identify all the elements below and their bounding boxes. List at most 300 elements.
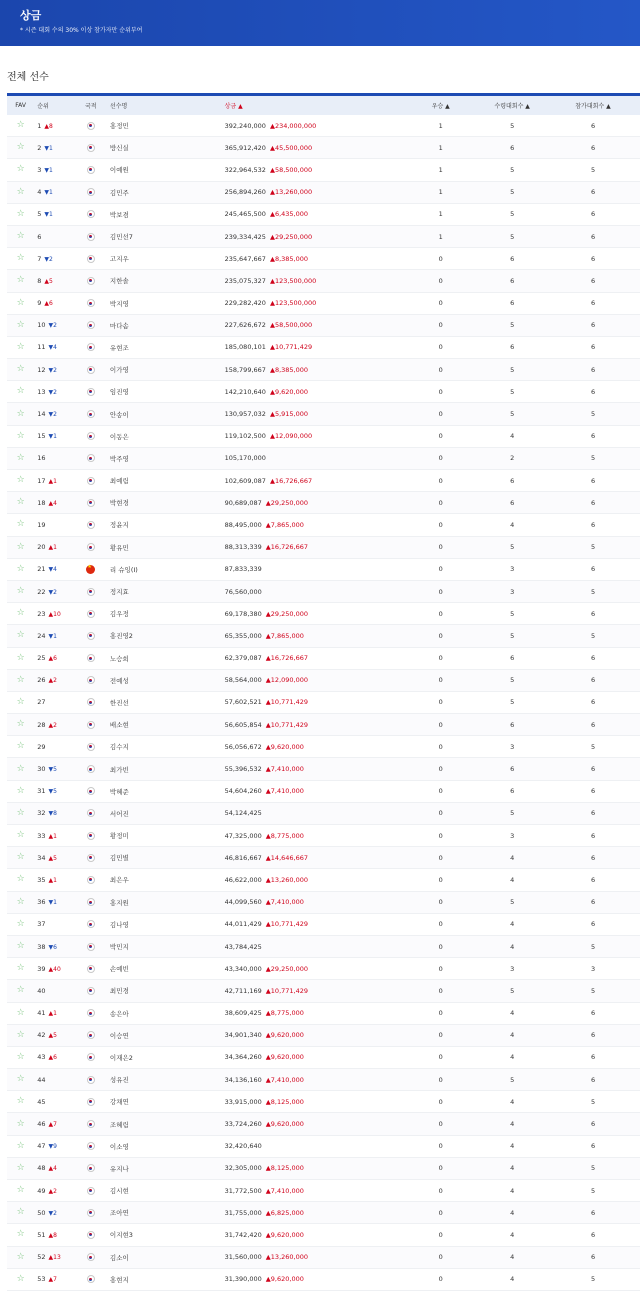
player-name-link[interactable]: 이재은2: [109, 1053, 133, 1062]
favorite-toggle[interactable]: [7, 210, 34, 219]
prize-increase: [266, 1164, 304, 1172]
wins-cell: 1: [438, 232, 443, 241]
cuts-cell: 6: [510, 720, 515, 729]
rank-cell: [34, 965, 76, 973]
player-name-link[interactable]: 최가빈: [109, 765, 129, 774]
played-cell: 6: [590, 809, 596, 818]
rank-down-indicator: [49, 788, 57, 795]
table-row: [7, 204, 640, 226]
korea-flag-icon: [87, 543, 95, 551]
player-name-link[interactable]: 정윤지: [109, 521, 129, 530]
favorite-toggle[interactable]: [7, 720, 34, 729]
player-name-link[interactable]: 박민지: [109, 943, 129, 952]
star-icon[interactable]: ☆: [16, 208, 25, 219]
favorite-toggle[interactable]: [7, 143, 34, 152]
nation-cell: [77, 1209, 105, 1217]
star-icon[interactable]: ☆: [16, 674, 25, 685]
rank-down-indicator: [49, 433, 57, 440]
favorite-toggle[interactable]: [7, 165, 34, 174]
rank-cell: [34, 787, 76, 795]
arrow-up-icon: ▲: [265, 1009, 271, 1018]
favorite-toggle[interactable]: [7, 121, 34, 130]
star-icon[interactable]: ☆: [16, 1051, 25, 1062]
favorite-toggle[interactable]: [7, 765, 34, 774]
player-name-link[interactable]: 김민주: [109, 188, 129, 197]
player-name-link[interactable]: 홍현지: [109, 1275, 129, 1284]
prize-cell: [225, 366, 404, 374]
player-name-link[interactable]: 박현경: [109, 499, 129, 508]
star-icon[interactable]: ☆: [16, 186, 25, 197]
favorite-toggle[interactable]: [7, 787, 34, 796]
star-icon[interactable]: ☆: [16, 963, 25, 974]
player-name-link[interactable]: 손예빈: [109, 965, 129, 974]
cuts-cell: 3: [510, 742, 515, 751]
prize-amount: 88,495,000: [224, 520, 262, 529]
favorite-toggle[interactable]: [7, 875, 34, 884]
wins-cell: 0: [438, 1142, 443, 1151]
prize-increase-value: 9,620,000: [274, 387, 309, 396]
arrow-up-icon: ▲: [48, 1187, 54, 1195]
player-name-link[interactable]: 마다솜: [109, 321, 129, 330]
favorite-toggle[interactable]: [7, 343, 34, 352]
cuts-cell: 4: [510, 875, 515, 884]
prize-increase-value: 14,646,667: [270, 853, 309, 862]
star-icon[interactable]: ☆: [16, 1074, 25, 1085]
table-row: [7, 803, 640, 825]
player-name-link[interactable]: 황유민: [109, 543, 129, 552]
nation-cell: [77, 1275, 105, 1283]
star-icon[interactable]: ☆: [16, 763, 25, 774]
favorite-toggle[interactable]: [7, 454, 34, 463]
rank-cell: [34, 1120, 76, 1128]
table-row: [7, 869, 640, 891]
prize-cell: [225, 832, 404, 840]
wins-cell: 0: [438, 1120, 443, 1129]
rank-number: 10: [37, 321, 46, 330]
player-name-link[interactable]: 성유진: [109, 1076, 129, 1085]
arrow-up-icon: ▲: [48, 1276, 54, 1284]
col-wins-sort[interactable]: 우승 ▲: [431, 103, 450, 110]
played-cell: 6: [590, 432, 596, 441]
star-icon[interactable]: ☆: [16, 1273, 25, 1284]
star-icon[interactable]: ☆: [16, 1096, 25, 1107]
nation-cell: [77, 255, 105, 263]
prize-increase: [270, 366, 308, 374]
star-icon[interactable]: ☆: [16, 120, 25, 131]
table-row: [7, 248, 640, 270]
star-icon[interactable]: ☆: [16, 830, 25, 841]
played-cell: 5: [590, 942, 596, 951]
player-name-link[interactable]: 황정미: [109, 832, 129, 841]
star-icon[interactable]: ☆: [16, 275, 25, 286]
wins-cell: 0: [438, 720, 443, 729]
nation-cell: [77, 676, 105, 684]
prize-cell: [225, 565, 404, 573]
player-name-link[interactable]: 유지나: [109, 1164, 129, 1173]
rank-down-indicator: [49, 766, 57, 773]
rank-cell: [34, 122, 76, 130]
prize-cell: [225, 787, 404, 795]
nation-cell: [77, 1053, 105, 1061]
player-name-link[interactable]: 박보겸: [109, 210, 129, 219]
star-icon[interactable]: ☆: [16, 1251, 25, 1262]
prize-increase-value: 16,726,667: [270, 543, 309, 552]
rank-down-indicator: [49, 810, 57, 817]
prize-amount: 256,894,260: [224, 188, 266, 197]
cuts-cell: 3: [510, 587, 515, 596]
played-cell: 5: [590, 587, 596, 596]
rank-cell: [34, 632, 76, 640]
star-icon[interactable]: ☆: [16, 1118, 25, 1129]
star-icon[interactable]: ☆: [16, 941, 25, 952]
favorite-toggle[interactable]: [7, 276, 34, 285]
rank-up-indicator: [49, 677, 57, 684]
player-name-link[interactable]: 한진선: [109, 698, 129, 707]
arrow-up-icon: ▲: [265, 1208, 271, 1217]
favorite-toggle[interactable]: [7, 1230, 34, 1239]
prize-cell: [225, 166, 404, 174]
star-icon[interactable]: ☆: [16, 985, 25, 996]
rank-number: 15: [37, 432, 46, 441]
col-nation: 국적: [85, 103, 97, 110]
star-icon[interactable]: ☆: [16, 541, 25, 552]
player-name-link[interactable]: 최민경: [109, 987, 129, 996]
korea-flag-icon: [87, 432, 95, 440]
col-cuts-sort[interactable]: 수령대회수 ▲: [494, 103, 530, 110]
favorite-toggle[interactable]: [7, 476, 34, 485]
star-icon[interactable]: ☆: [16, 1229, 25, 1240]
arrow-down-icon: ▼: [44, 189, 50, 197]
favorite-toggle[interactable]: [7, 1164, 34, 1173]
star-icon[interactable]: ☆: [16, 430, 25, 441]
played-cell: 5: [590, 1164, 596, 1173]
favorite-toggle[interactable]: [7, 1142, 34, 1151]
star-icon[interactable]: ☆: [16, 452, 25, 463]
prize-cell: [225, 743, 404, 751]
rank-change: 1: [49, 211, 53, 219]
prize-increase: [266, 632, 304, 640]
prize-increase-value: 10,771,429: [270, 720, 309, 729]
wins-cell: 0: [438, 631, 443, 640]
table-row: [7, 1136, 640, 1158]
favorite-toggle[interactable]: [7, 1097, 34, 1106]
favorite-toggle[interactable]: [7, 1031, 34, 1040]
star-icon[interactable]: ☆: [16, 1207, 25, 1218]
cuts-cell: 5: [510, 698, 515, 707]
star-icon[interactable]: ☆: [16, 896, 25, 907]
rank-up-indicator: [49, 544, 57, 551]
arrow-up-icon: ▲: [269, 343, 275, 352]
star-icon[interactable]: ☆: [16, 1185, 25, 1196]
played-cell: 6: [590, 498, 596, 507]
rank-number: 23: [37, 609, 46, 618]
favorite-toggle[interactable]: [7, 831, 34, 840]
star-icon[interactable]: ☆: [16, 608, 25, 619]
favorite-toggle[interactable]: [7, 964, 34, 973]
star-icon[interactable]: ☆: [16, 563, 25, 574]
star-icon[interactable]: ☆: [16, 142, 25, 153]
player-name-link[interactable]: 정지효: [109, 588, 129, 597]
arrow-up-icon: ▲: [269, 276, 275, 285]
prize-cell: [225, 277, 404, 285]
favorite-toggle[interactable]: [7, 986, 34, 995]
prize-amount: 44,011,429: [224, 920, 262, 929]
favorite-toggle[interactable]: [7, 587, 34, 596]
favorite-toggle[interactable]: [7, 698, 34, 707]
prize-cell: [225, 1275, 404, 1283]
arrow-up-icon: ▲: [269, 476, 275, 485]
player-name-link[interactable]: 강채연: [109, 1098, 129, 1107]
rank-number: 24: [37, 631, 46, 640]
player-name-link[interactable]: 이지현3: [109, 1231, 133, 1240]
player-name-link[interactable]: 홍지원: [109, 898, 129, 907]
prize-increase-value: 9,620,000: [270, 1053, 304, 1062]
star-icon[interactable]: ☆: [16, 475, 25, 486]
prize-amount: 130,957,032: [224, 410, 266, 419]
arrow-up-icon: ▲: [265, 654, 271, 663]
star-icon[interactable]: ☆: [16, 1007, 25, 1018]
prize-cell: [225, 1098, 404, 1106]
favorite-toggle[interactable]: [7, 498, 34, 507]
star-icon[interactable]: ☆: [16, 297, 25, 308]
favorite-toggle[interactable]: [7, 1253, 34, 1262]
favorite-toggle[interactable]: [7, 520, 34, 529]
col-prize-sort[interactable]: 상금 ▲: [224, 103, 243, 110]
star-icon[interactable]: ☆: [16, 408, 25, 419]
arrow-up-icon: ▲: [269, 321, 275, 330]
favorite-toggle[interactable]: [7, 365, 34, 374]
player-name-link[interactable]: 김민별: [109, 854, 129, 863]
player-name-link[interactable]: 고지우: [109, 255, 129, 264]
arrow-up-icon: ▲: [48, 1165, 54, 1173]
played-cell: 6: [590, 720, 596, 729]
prize-amount: 105,170,000: [224, 454, 266, 463]
star-icon[interactable]: ☆: [16, 652, 25, 663]
player-name-link[interactable]: 홍진영2: [109, 632, 133, 641]
star-icon[interactable]: ☆: [16, 1140, 25, 1151]
player-name-link[interactable]: 박혜준: [109, 787, 129, 796]
favorite-toggle[interactable]: [7, 942, 34, 951]
star-icon[interactable]: ☆: [16, 341, 25, 352]
player-name-link[interactable]: 박지영: [109, 299, 129, 308]
prize-amount: 142,210,640: [224, 387, 266, 396]
rank-down-indicator: [49, 633, 57, 640]
player-name-link[interactable]: 리 슈잉(I): [109, 565, 138, 574]
star-icon[interactable]: ☆: [16, 785, 25, 796]
prize-cell: [225, 632, 404, 640]
player-name-link[interactable]: 안송이: [109, 410, 129, 419]
player-name-link[interactable]: 이가영: [109, 366, 129, 375]
star-icon[interactable]: ☆: [16, 164, 25, 175]
korea-flag-icon: [87, 1164, 95, 1172]
player-name-link[interactable]: 조아연: [109, 1209, 129, 1218]
korea-flag-icon: [87, 1076, 95, 1084]
favorite-toggle[interactable]: [7, 809, 34, 818]
favorite-toggle[interactable]: [7, 920, 34, 929]
player-name-link[interactable]: 송은아: [109, 1009, 129, 1018]
star-icon[interactable]: ☆: [16, 497, 25, 508]
favorite-toggle[interactable]: [7, 387, 34, 396]
favorite-toggle[interactable]: [7, 188, 34, 197]
prize-cell: [225, 343, 404, 351]
favorite-toggle[interactable]: [7, 1009, 34, 1018]
table-row: [7, 603, 640, 625]
wins-cell: 1: [438, 188, 443, 197]
favorite-toggle[interactable]: [7, 1075, 34, 1084]
star-icon[interactable]: ☆: [16, 630, 25, 641]
section-title: 전체 선수: [7, 72, 49, 83]
col-played-sort[interactable]: 참가대회수 ▲: [575, 103, 611, 110]
player-name-link[interactable]: 이승연: [109, 1031, 129, 1040]
arrow-up-icon: ▲: [265, 1230, 271, 1239]
prize-amount: 239,334,425: [224, 232, 266, 241]
favorite-toggle[interactable]: [7, 254, 34, 263]
star-icon[interactable]: ☆: [16, 319, 25, 330]
rank-down-indicator: [49, 344, 57, 351]
rank-change: 6: [49, 300, 53, 308]
favorite-toggle[interactable]: [7, 898, 34, 907]
rank-up-indicator: [49, 855, 57, 862]
star-icon[interactable]: ☆: [16, 386, 25, 397]
favorite-toggle[interactable]: [7, 1120, 34, 1129]
star-icon[interactable]: ☆: [16, 918, 25, 929]
favorite-toggle[interactable]: [7, 1186, 34, 1195]
favorite-toggle[interactable]: [7, 853, 34, 862]
player-name-link[interactable]: 노승희: [109, 654, 129, 663]
player-name-link[interactable]: 이소영: [109, 1142, 129, 1151]
star-icon[interactable]: ☆: [16, 719, 25, 730]
rank-cell: [34, 721, 76, 729]
arrow-down-icon: ▼: [44, 166, 50, 174]
player-name-link[interactable]: 김시현: [109, 1187, 129, 1196]
star-icon[interactable]: ☆: [16, 519, 25, 530]
col-fav: FAV: [15, 102, 26, 109]
prize-increase-value: 29,250,000: [270, 609, 309, 618]
china-flag-icon: [86, 565, 95, 574]
played-cell: 6: [590, 698, 596, 707]
rank-cell: [34, 255, 76, 263]
favorite-toggle[interactable]: [7, 410, 34, 419]
rank-up-indicator: [49, 1121, 57, 1128]
arrow-down-icon: ▼: [48, 632, 54, 640]
star-icon[interactable]: ☆: [16, 874, 25, 885]
star-icon[interactable]: ☆: [16, 231, 25, 242]
star-icon[interactable]: ☆: [16, 586, 25, 597]
star-icon[interactable]: ☆: [16, 1029, 25, 1040]
korea-flag-icon: [87, 1209, 95, 1217]
star-icon[interactable]: ☆: [16, 253, 25, 264]
star-icon[interactable]: ☆: [16, 741, 25, 752]
player-name-link[interactable]: 김민선7: [109, 233, 133, 242]
prize-cell: [225, 454, 404, 462]
rank-down-indicator: [49, 1143, 57, 1150]
player-name-link[interactable]: 김나영: [109, 920, 129, 929]
favorite-toggle[interactable]: [7, 299, 34, 308]
star-icon[interactable]: ☆: [16, 696, 25, 707]
wins-cell: 0: [438, 254, 443, 263]
player-name-link[interactable]: 지한솔: [109, 277, 129, 286]
arrow-up-icon: ▲: [265, 1164, 271, 1173]
played-cell: 6: [590, 210, 596, 219]
rank-number: 6: [37, 232, 42, 241]
played-cell: 6: [590, 1075, 596, 1084]
prize-increase-value: 29,250,000: [270, 498, 309, 507]
favorite-toggle[interactable]: [7, 432, 34, 441]
player-name-link[interactable]: 서어진: [109, 809, 129, 818]
favorite-toggle[interactable]: [7, 1275, 34, 1284]
star-icon[interactable]: ☆: [16, 1162, 25, 1173]
player-name-link[interactable]: 최예림: [109, 477, 129, 486]
favorite-toggle[interactable]: [7, 543, 34, 552]
rank-change: 2: [53, 411, 57, 419]
favorite-toggle[interactable]: [7, 742, 34, 751]
wins-cell: 0: [438, 787, 443, 796]
star-icon[interactable]: ☆: [16, 364, 25, 375]
rank-number: 20: [37, 543, 46, 552]
favorite-toggle[interactable]: [7, 1208, 34, 1217]
cuts-cell: 6: [510, 654, 515, 663]
favorite-toggle[interactable]: [7, 232, 34, 241]
player-name-link[interactable]: 배소현: [109, 721, 129, 730]
prize-increase: [266, 676, 308, 684]
prize-cell: [225, 898, 404, 906]
arrow-up-icon: ▲: [269, 188, 275, 197]
prize-cell: [225, 943, 404, 951]
prize-cell: [225, 610, 404, 618]
favorite-toggle[interactable]: [7, 1053, 34, 1062]
table-body: [7, 115, 640, 1291]
player-name-link[interactable]: 김수지: [109, 743, 129, 752]
korea-flag-icon: [87, 987, 95, 995]
prize-increase: [270, 432, 312, 440]
nation-cell: [77, 321, 105, 329]
table-row: [7, 581, 640, 603]
rank-number: 13: [37, 387, 46, 396]
prize-increase-value: 10,771,429: [270, 986, 309, 995]
player-name-link[interactable]: 이예원: [109, 166, 129, 175]
favorite-toggle[interactable]: [7, 676, 34, 685]
favorite-toggle[interactable]: [7, 631, 34, 640]
player-name-link[interactable]: 홍정민: [109, 122, 129, 131]
rank-change: 6: [53, 1054, 57, 1062]
player-name-link[interactable]: 이동은: [109, 432, 129, 441]
star-icon[interactable]: ☆: [16, 807, 25, 818]
arrow-up-icon: ▲: [269, 232, 275, 241]
wins-cell: 0: [438, 543, 443, 552]
favorite-toggle[interactable]: [7, 321, 34, 330]
nation-cell: [77, 543, 105, 551]
player-name-link[interactable]: 최은우: [109, 876, 129, 885]
player-name-link[interactable]: 유현조: [109, 343, 129, 352]
favorite-toggle[interactable]: [7, 565, 34, 574]
player-name-link[interactable]: 김소이: [109, 1253, 129, 1262]
player-name-link[interactable]: 방신실: [109, 144, 129, 153]
star-icon[interactable]: ☆: [16, 852, 25, 863]
cuts-cell: 5: [510, 321, 515, 330]
table-row: [7, 537, 640, 559]
favorite-toggle[interactable]: [7, 654, 34, 663]
rank-cell: [34, 210, 76, 218]
prize-increase-value: 5,915,000: [274, 410, 309, 419]
prize-amount: 47,325,000: [224, 831, 262, 840]
player-name-link[interactable]: 전예성: [109, 676, 129, 685]
player-name-link[interactable]: 김우정: [109, 610, 129, 619]
player-name-link[interactable]: 임진영: [109, 388, 129, 397]
favorite-toggle[interactable]: [7, 609, 34, 618]
player-name-link[interactable]: 조혜림: [109, 1120, 129, 1129]
rank-change: 5: [53, 854, 57, 862]
player-name-link[interactable]: 박주영: [109, 454, 129, 463]
